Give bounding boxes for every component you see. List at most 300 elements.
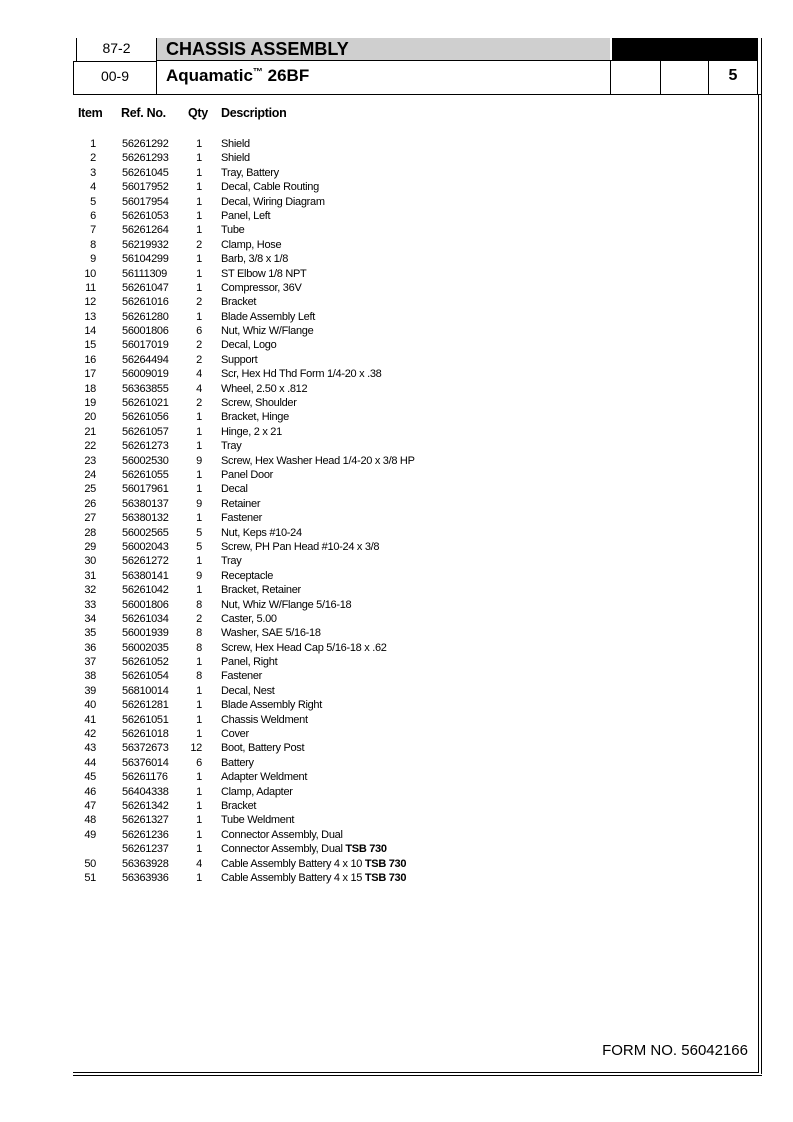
- ref-number: 56810014: [122, 684, 169, 697]
- description: [221, 180, 319, 194]
- ref-number: 56261327: [122, 814, 169, 827]
- description-text: Clamp, Hose: [221, 238, 282, 251]
- quantity: 4: [196, 857, 202, 870]
- description: [221, 137, 250, 151]
- description-text: Decal, Nest: [221, 684, 275, 697]
- parts-row: [0, 871, 760, 885]
- ref-number: 56001939: [122, 627, 169, 640]
- item-number: 49: [84, 828, 96, 841]
- description-text: Tray: [221, 555, 242, 568]
- quantity: 1: [196, 828, 202, 841]
- description: [221, 223, 244, 237]
- quantity: 1: [196, 871, 202, 884]
- description-text: Cable Assembly Battery 4 x 10: [221, 857, 365, 870]
- parts-row: [0, 540, 760, 554]
- description-text: Shield: [221, 138, 250, 150]
- parts-row: [0, 209, 760, 223]
- description: [221, 209, 270, 223]
- quantity: 1: [196, 771, 202, 784]
- quantity: 8: [196, 641, 202, 654]
- item-number: 4: [90, 181, 96, 194]
- item-number: 7: [90, 224, 96, 237]
- description: [221, 669, 262, 683]
- description-text: Tray: [221, 440, 242, 453]
- ref-number: 56380141: [122, 569, 169, 582]
- description-text: Scr, Hex Hd Thd Form 1/4-20 x .38: [221, 368, 382, 381]
- page-title: CHASSIS ASSEMBLY: [166, 39, 349, 59]
- description: [221, 252, 288, 266]
- parts-row: [0, 511, 760, 525]
- description-text: Screw, PH Pan Head #10-24 x 3/8: [221, 540, 380, 553]
- description: [221, 511, 262, 525]
- parts-row: [0, 785, 760, 799]
- item-number: 8: [90, 238, 96, 251]
- item-number: 45: [84, 771, 96, 784]
- description: [221, 799, 256, 813]
- description: [221, 482, 248, 496]
- description-text: Decal: [221, 483, 248, 496]
- parts-row: [0, 482, 760, 496]
- parts-row: [0, 497, 760, 511]
- ref-number: 56104299: [122, 253, 169, 266]
- header-cell-divider-1: [610, 60, 611, 94]
- quantity: 1: [196, 181, 202, 194]
- description: [221, 785, 293, 799]
- item-number: 33: [84, 598, 96, 611]
- item-number: 23: [84, 454, 96, 467]
- quantity: 1: [196, 166, 202, 179]
- ref-number: 56363936: [122, 871, 169, 884]
- description: [221, 497, 260, 511]
- item-number: 13: [84, 310, 96, 323]
- ref-number: 56261280: [122, 310, 169, 323]
- item-number: 35: [84, 627, 96, 640]
- quantity: 1: [196, 713, 202, 726]
- parts-row: [0, 223, 760, 237]
- description-text: Shield: [221, 152, 250, 165]
- description: [221, 554, 241, 568]
- item-number: 42: [84, 728, 96, 741]
- description-text: Decal, Cable Routing: [221, 181, 319, 194]
- description-text: Screw, Hex Washer Head 1/4-20 x 3/8 HP: [221, 454, 415, 467]
- parts-row: [0, 741, 760, 755]
- parts-row: [0, 713, 760, 727]
- parts-row: [0, 727, 760, 741]
- description-text: Hinge, 2 x 21: [221, 425, 282, 438]
- description-text: Nut, Whiz W/Flange 5/16-18: [221, 598, 352, 611]
- ref-number: 56261016: [122, 296, 169, 309]
- parts-row: [0, 281, 760, 295]
- parts-row: [0, 770, 760, 784]
- item-number: 10: [84, 267, 96, 280]
- quantity: 2: [196, 238, 202, 251]
- description: [221, 540, 379, 554]
- page-number: 5: [728, 67, 738, 84]
- description: [221, 281, 301, 295]
- quantity: 2: [196, 397, 202, 410]
- parts-row: [0, 425, 760, 439]
- description: [221, 468, 273, 482]
- description-text: Panel, Right: [221, 656, 278, 669]
- ref-number: 56261056: [122, 411, 169, 424]
- description: [221, 166, 279, 180]
- description-text: Washer, SAE 5/16-18: [221, 627, 321, 640]
- column-header-ref: Ref. No.: [121, 106, 166, 120]
- header-divider-left: [73, 61, 157, 62]
- ref-number: 56261051: [122, 713, 169, 726]
- parts-row: [0, 252, 760, 266]
- parts-row: [0, 813, 760, 827]
- item-number: 36: [84, 641, 96, 654]
- description: [221, 151, 250, 165]
- item-number: 18: [84, 382, 96, 395]
- model-prefix: Aquamatic: [166, 66, 253, 85]
- quantity: 9: [196, 497, 202, 510]
- ref-number: 56380132: [122, 512, 169, 525]
- tsb-note: TSB 730: [364, 857, 407, 870]
- description-text: Clamp, Adapter: [221, 785, 293, 798]
- description-text: Battery: [221, 756, 254, 769]
- quantity: 2: [196, 612, 202, 625]
- description: [221, 828, 343, 842]
- parts-row: [0, 310, 760, 324]
- ref-number: 56261047: [122, 281, 169, 294]
- parts-row: [0, 626, 760, 640]
- ref-number: 56001806: [122, 598, 169, 611]
- ref-number: 56261236: [122, 828, 169, 841]
- ref-number: 56376014: [122, 756, 169, 769]
- parts-row: [0, 468, 760, 482]
- quantity: 1: [196, 267, 202, 280]
- quantity: 1: [196, 512, 202, 525]
- quantity: 1: [196, 843, 202, 856]
- column-header-qty: Qty: [188, 106, 208, 120]
- parts-row: [0, 583, 760, 597]
- item-number: 20: [84, 411, 96, 424]
- item-number: 47: [84, 799, 96, 812]
- column-header-item: Item: [78, 106, 103, 120]
- revision-code: 00-9: [100, 68, 130, 84]
- parts-row: [0, 641, 760, 655]
- item-number: 15: [84, 339, 96, 352]
- form-number: FORM NO. 56042166: [602, 1042, 748, 1059]
- ref-number: 56001806: [122, 325, 169, 338]
- item-number: 38: [84, 670, 96, 683]
- quantity: 1: [196, 209, 202, 222]
- tsb-note: TSB 730: [364, 871, 407, 884]
- quantity: 8: [196, 598, 202, 611]
- description-text: Panel Door: [221, 468, 274, 481]
- description-text: Bracket: [221, 799, 257, 812]
- ref-number: 56002530: [122, 454, 169, 467]
- ref-number: 56264494: [122, 353, 169, 366]
- ref-number: 56372673: [122, 742, 169, 755]
- quantity: 1: [196, 152, 202, 165]
- quantity: 1: [196, 728, 202, 741]
- parts-row: [0, 295, 760, 309]
- section-code: 87-2: [102, 40, 131, 56]
- description-text: Bracket: [221, 296, 257, 309]
- description: [221, 526, 302, 540]
- ref-number: 56261293: [122, 152, 169, 165]
- quantity: 6: [196, 325, 202, 338]
- description-text: Screw, Shoulder: [221, 397, 297, 410]
- description-text: Tube Weldment: [221, 814, 295, 827]
- parts-row: [0, 396, 760, 410]
- description: [221, 698, 322, 712]
- parts-row: [0, 842, 760, 856]
- description: [221, 454, 415, 468]
- ref-number: 56111309: [122, 267, 167, 280]
- ref-number: 56261018: [122, 728, 169, 741]
- description-text: Nut, Keps #10-24: [221, 526, 302, 539]
- parts-row: [0, 756, 760, 770]
- parts-row: [0, 166, 760, 180]
- ref-number: 56017961: [122, 483, 169, 496]
- parts-row: [0, 454, 760, 468]
- item-number: 48: [84, 814, 96, 827]
- page-border-bottom-shadow: [73, 1075, 762, 1076]
- quantity: 1: [196, 684, 202, 697]
- description: [221, 770, 307, 784]
- quantity: 1: [196, 799, 202, 812]
- description-text: Blade Assembly Right: [221, 699, 322, 712]
- item-number: 28: [84, 526, 96, 539]
- ref-number: 56404338: [122, 785, 169, 798]
- model-name: [166, 67, 309, 84]
- quantity: 1: [196, 281, 202, 294]
- ref-number: 56363928: [122, 857, 169, 870]
- parts-row: [0, 669, 760, 683]
- ref-number: 56261057: [122, 425, 169, 438]
- ref-number: 56261237: [122, 843, 169, 856]
- item-number: 32: [84, 584, 96, 597]
- item-number: 14: [84, 325, 96, 338]
- description: [221, 655, 277, 669]
- ref-number: 56261053: [122, 209, 169, 222]
- column-header-description: Description: [221, 106, 287, 120]
- quantity: 1: [196, 425, 202, 438]
- description: [221, 569, 273, 583]
- header-cell-divider-2: [660, 60, 661, 94]
- item-number: 31: [84, 569, 96, 582]
- ref-number: 56002565: [122, 526, 169, 539]
- quantity: 1: [196, 468, 202, 481]
- item-number: 29: [84, 540, 96, 553]
- item-number: 27: [84, 512, 96, 525]
- parts-row: [0, 569, 760, 583]
- quantity: 4: [196, 382, 202, 395]
- description-text: Panel, Left: [221, 209, 271, 222]
- quantity: 5: [196, 526, 202, 539]
- description: [221, 741, 304, 755]
- parts-row: [0, 799, 760, 813]
- item-number: 26: [84, 497, 96, 510]
- quantity: 1: [196, 253, 202, 266]
- item-number: 2: [90, 152, 96, 165]
- item-number: 37: [84, 656, 96, 669]
- description: [221, 871, 406, 885]
- parts-row: [0, 857, 760, 871]
- parts-list: [0, 137, 760, 885]
- parts-row: [0, 238, 760, 252]
- description: [221, 857, 406, 871]
- ref-number: 56219932: [122, 238, 169, 251]
- ref-number: 56009019: [122, 368, 169, 381]
- description: [221, 410, 289, 424]
- parts-row: [0, 554, 760, 568]
- header-line-bottom: [73, 94, 762, 95]
- header-border-right: [757, 38, 758, 94]
- ref-number: 56261272: [122, 555, 169, 568]
- parts-row: [0, 684, 760, 698]
- parts-row: [0, 267, 760, 281]
- description-text: Adapter Weldment: [221, 771, 308, 784]
- description: [221, 713, 308, 727]
- parts-row: [0, 526, 760, 540]
- quantity: 1: [196, 699, 202, 712]
- description-text: Tube: [221, 224, 245, 237]
- quantity: 1: [196, 224, 202, 237]
- parts-row: [0, 137, 760, 151]
- quantity: 1: [196, 814, 202, 827]
- quantity: 8: [196, 627, 202, 640]
- description-text: Fastener: [221, 512, 263, 525]
- item-number: 30: [84, 555, 96, 568]
- item-number: 39: [84, 684, 96, 697]
- parts-row: [0, 439, 760, 453]
- quantity: 1: [196, 195, 202, 208]
- item-number: 40: [84, 699, 96, 712]
- parts-row: [0, 324, 760, 338]
- description: [221, 195, 325, 209]
- ref-number: 56261176: [122, 771, 168, 784]
- model-suffix: 26BF: [262, 66, 310, 85]
- description: [221, 267, 306, 281]
- quantity: 2: [196, 353, 202, 366]
- parts-row: [0, 828, 760, 842]
- description-text: Receptacle: [221, 569, 274, 582]
- description-text: Nut, Whiz W/Flange: [221, 325, 314, 338]
- ref-number: 56002035: [122, 641, 169, 654]
- quantity: 2: [196, 339, 202, 352]
- ref-number: 56363855: [122, 382, 169, 395]
- ref-number: 56017952: [122, 181, 169, 194]
- quantity: 1: [196, 584, 202, 597]
- parts-row: [0, 612, 760, 626]
- item-number: 50: [84, 857, 96, 870]
- item-number: 1: [90, 138, 96, 150]
- header-line-mid: [156, 60, 758, 61]
- description-text: Decal, Logo: [221, 339, 277, 352]
- description: [221, 338, 276, 352]
- description: [221, 238, 281, 252]
- description: [221, 324, 313, 338]
- description: [221, 626, 321, 640]
- page-border-bottom: [73, 1072, 759, 1073]
- ref-number: 56261052: [122, 656, 169, 669]
- quantity: 4: [196, 368, 202, 381]
- ref-number: 56261034: [122, 612, 169, 625]
- description-text: Cover: [221, 728, 249, 741]
- description: [221, 727, 249, 741]
- description: [221, 684, 275, 698]
- parts-row: [0, 382, 760, 396]
- description-text: Wheel, 2.50 x .812: [221, 382, 308, 395]
- header-black-block: [612, 38, 757, 60]
- page-border-right-shadow: [761, 38, 762, 1074]
- ref-number: 56261055: [122, 468, 169, 481]
- description: [221, 425, 282, 439]
- parts-row: [0, 151, 760, 165]
- parts-row: [0, 195, 760, 209]
- description: [221, 813, 294, 827]
- item-number: 46: [84, 785, 96, 798]
- ref-number: 56261054: [122, 670, 169, 683]
- description: [221, 641, 387, 655]
- quantity: 1: [196, 440, 202, 453]
- description-text: Screw, Hex Head Cap 5/16-18 x .62: [221, 641, 387, 654]
- quantity: 1: [196, 555, 202, 568]
- quantity: 2: [196, 296, 202, 309]
- item-number: 21: [84, 425, 96, 438]
- ref-number: 56017954: [122, 195, 169, 208]
- item-number: 19: [84, 397, 96, 410]
- description: [221, 439, 241, 453]
- ref-number: 56261342: [122, 799, 169, 812]
- tsb-note: TSB 730: [345, 843, 387, 856]
- item-number: 51: [84, 871, 96, 884]
- description: [221, 583, 301, 597]
- ref-number: 56261281: [122, 699, 169, 712]
- ref-number: 56261292: [122, 138, 169, 150]
- item-number: 9: [90, 253, 96, 266]
- item-number: 17: [84, 368, 96, 381]
- description-text: Tray, Battery: [221, 166, 279, 179]
- quantity: 9: [196, 569, 202, 582]
- description-text: Retainer: [221, 497, 261, 510]
- parts-row: [0, 367, 760, 381]
- description-text: Cable Assembly Battery 4 x 15: [221, 871, 365, 884]
- description-text: Bracket, Hinge: [221, 411, 289, 424]
- description: [221, 382, 307, 396]
- item-number: 34: [84, 612, 96, 625]
- parts-row: [0, 353, 760, 367]
- parts-row: [0, 338, 760, 352]
- description: [221, 295, 256, 309]
- item-number: 22: [84, 440, 96, 453]
- item-number: 44: [84, 756, 96, 769]
- description-text: Blade Assembly Left: [221, 310, 315, 323]
- quantity: 1: [196, 483, 202, 496]
- ref-number: 56261045: [122, 166, 169, 179]
- quantity: 1: [196, 785, 202, 798]
- quantity: 1: [196, 310, 202, 323]
- quantity: 1: [196, 411, 202, 424]
- parts-row: [0, 655, 760, 669]
- item-number: 3: [90, 166, 96, 179]
- quantity: 9: [196, 454, 202, 467]
- parts-row: [0, 698, 760, 712]
- parts-row: [0, 180, 760, 194]
- description-text: Connector Assembly, Dual: [221, 843, 346, 856]
- item-number: 43: [84, 742, 96, 755]
- description: [221, 310, 315, 324]
- item-number: 16: [84, 353, 96, 366]
- ref-number: 56002043: [122, 540, 169, 553]
- description: [221, 353, 257, 367]
- description-text: ST Elbow 1/8 NPT: [221, 267, 307, 280]
